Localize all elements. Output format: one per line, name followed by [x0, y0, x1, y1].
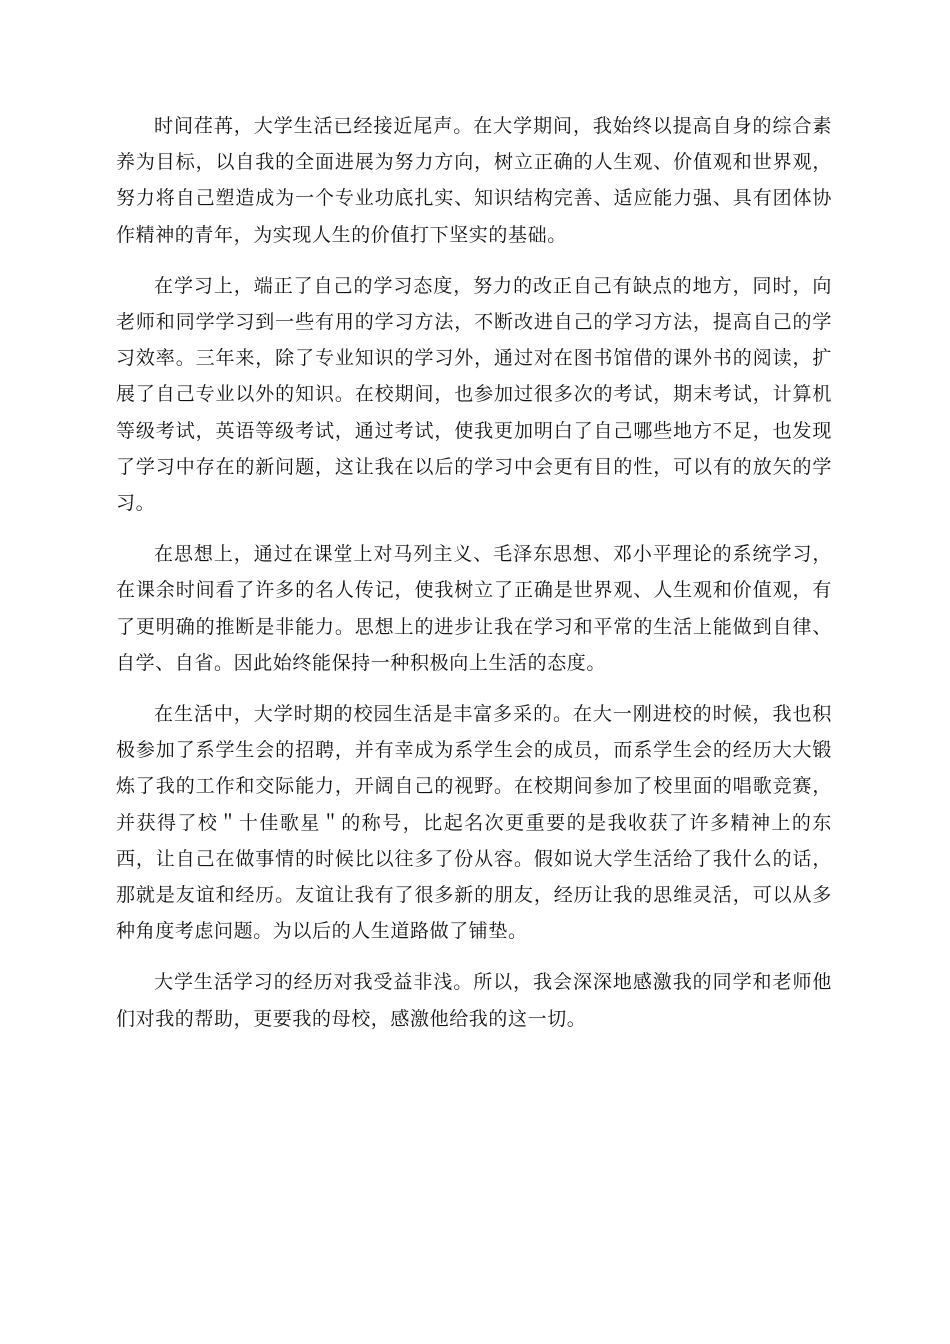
paragraph-life: 在生活中，大学时期的校园生活是丰富多采的。在大一刚进校的时候，我也积极参加了系学生会的招聘，并有幸成为系学生会的成员，而系学生会的经历大大锻炼了我的工作和交际能力，开阔自己的视野。在校期间参加了校里面的唱歌竞赛，并获得了校＂十佳歌星＂的称号，比起名次更重要的是我收获了许多精神上的东西，让自己在做事情的时候比以往多了份从容。假如说大学生活给了我什么的话，那就是友谊和经历。友谊让我有了很多新的朋友，经历让我的思维灵活，可以从多种角度考虑问题。为以后的人生道路做了铺垫。 [116, 703, 832, 943]
paragraph-conclusion: 大学生活学习的经历对我受益非浅。所以，我会深深地感激我的同学和老师他们对我的帮助，更要我的母校，感激他给我的这一切。 [116, 971, 832, 1030]
paragraph-intro: 时间荏苒，大学生活已经接近尾声。在大学期间，我始终以提高自身的综合素养为目标，以自我的全面进展为努力方向，树立正确的人生观、价值观和世界观，努力将自己塑造成为一个专业功底扎实、知识结构完善、适应能力强、具有团体协作精神的青年，为实现人生的价值打下坚实的基础。 [116, 115, 832, 246]
paragraph-study: 在学习上，端正了自己的学习态度，努力的改正自己有缺点的地方，同时，向老师和同学学习到一些有用的学习方法，不断改进自己的学习方法，提高自己的学习效率。三年来，除了专业知识的学习外，通过对在图书馆借的课外书的阅读，扩展了自己专业以外的知识。在校期间，也参加过很多次的考试，期末考试，计算机等级考试，英语等级考试，通过考试，使我更加明白了自己哪些地方不足，也发现了学习中存在的新问题，这让我在以后的学习中会更有目的性，可以有的放矢的学习。 [116, 274, 832, 515]
document-page [116, 108, 832, 1052]
paragraph-thought: 在思想上，通过在课堂上对马列主义、毛泽东思想、邓小平理论的系统学习，在课余时间看了许多的名人传记，使我树立了正确是世界观、人生观和价值观，有了更明确的推断是非能力。思想上的进步让我在学习和平常的生活上能做到自律、自学、自省。因此始终能保持一种积极向上生活的态度。 [116, 543, 832, 674]
